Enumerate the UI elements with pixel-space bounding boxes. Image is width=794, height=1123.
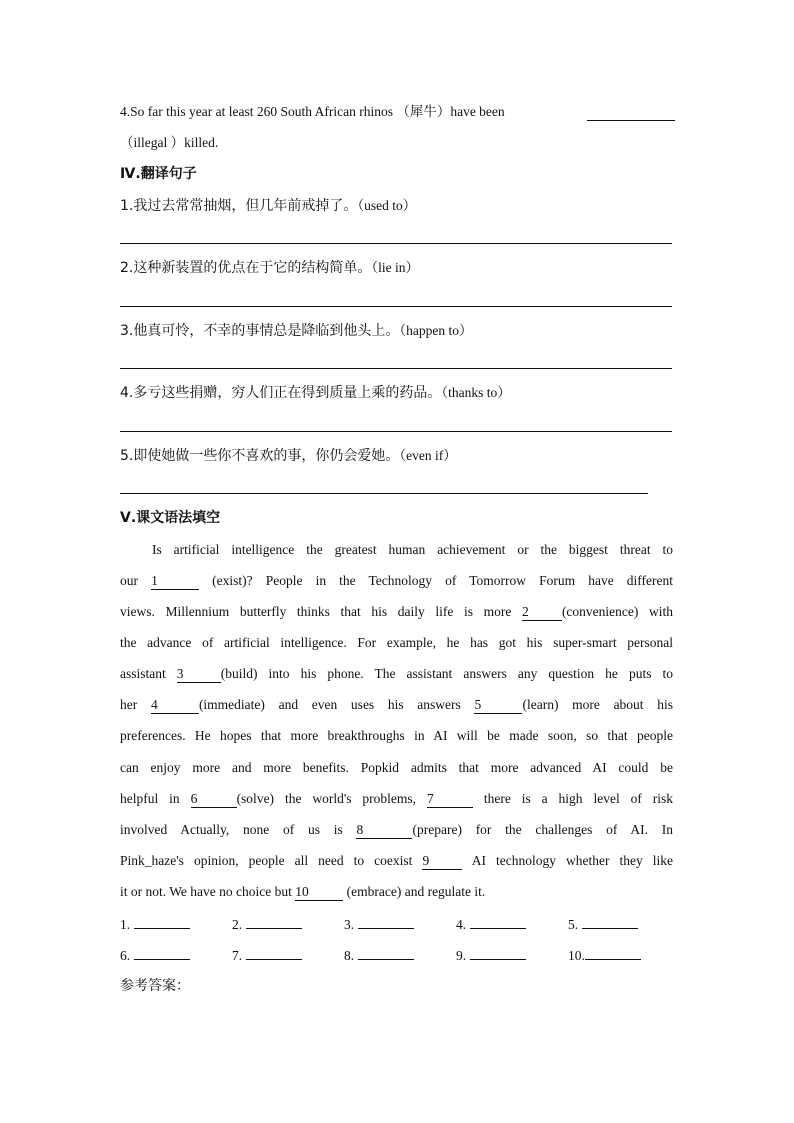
answer-line-3[interactable]: [120, 368, 672, 369]
translation-item-1: [120, 196, 416, 216]
answer-line-4[interactable]: [120, 431, 672, 432]
answer-line-5[interactable]: [120, 493, 648, 494]
translation-hint: （thanks to）: [441, 385, 511, 400]
translation-item-4: [120, 383, 511, 403]
section-iv-title: Ⅳ.翻译句子: [120, 166, 197, 182]
answer-line-1[interactable]: [120, 243, 672, 244]
answer-line-2[interactable]: [120, 306, 672, 307]
passage-line-5: assistant 3 (build) into his phone. The assistant answers any question he puts to: [120, 666, 673, 681]
translation-prompt: 3.他真可怜，不幸的事情总是降临到他头上。: [120, 323, 400, 339]
passage-blank-3[interactable]: 3: [177, 666, 221, 683]
answer-slot-2[interactable]: 2.: [232, 914, 302, 935]
fill-blank-question-4: [120, 102, 675, 122]
passage-line-6: her 4 (immediate) and even uses his answers 5 (learn) more about his: [120, 697, 673, 712]
passage-line-4: the advance of artificial intelligence. For example, he has got his super-smart personal: [120, 635, 673, 650]
reference-answers-label: 参考答案：: [120, 978, 190, 994]
passage-blank-7[interactable]: 7: [427, 791, 473, 808]
passage-blank-8[interactable]: 8: [356, 822, 412, 839]
answer-slot-3[interactable]: 3.: [344, 914, 414, 935]
passage-line-3: views. Millennium butterfly thinks that his daily life is more 2 (convenience) with: [120, 604, 673, 619]
answer-slot-4[interactable]: 4.: [456, 914, 526, 935]
answer-slot-10[interactable]: 10.: [568, 945, 641, 966]
answer-blank[interactable]: [587, 104, 675, 121]
answer-slot-9[interactable]: 9.: [456, 945, 526, 966]
passage-line-7: preferences. He hopes that more breakthroughs in AI will be made soon, so that people: [120, 728, 673, 743]
passage-blank-4[interactable]: 4: [151, 697, 199, 714]
answer-slot-6[interactable]: 6.: [120, 945, 190, 966]
translation-hint: （lie in）: [371, 260, 419, 275]
passage-blank-9[interactable]: 9: [422, 853, 462, 870]
passage-line-11: Pink_haze's opinion, people all need to coexist 9 AI technology whether they like: [120, 853, 674, 868]
question-4-hint: （illegal ）killed.: [120, 135, 219, 150]
passage-line-9: helpful in 6 (solve) the world's problems, 7 there is a high level of risk: [120, 791, 674, 806]
translation-item-3: [120, 321, 472, 341]
translation-prompt: 2.这种新装置的优点在于它的结构简单。: [120, 260, 372, 276]
passage-blank-1[interactable]: 1: [151, 573, 199, 590]
translation-prompt: 5.即使她做一些你不喜欢的事，你仍会爱她。: [120, 448, 400, 464]
translation-hint: （used to）: [357, 198, 417, 213]
passage-blank-10[interactable]: 10: [295, 884, 343, 901]
passage-blank-6[interactable]: 6: [191, 791, 237, 808]
translation-item-2: [120, 258, 419, 278]
translation-prompt: 4.多亏这些捐赠，穷人们正在得到质量上乘的药品。: [120, 385, 442, 401]
translation-prompt: 1.我过去常常抽烟，但几年前戒掉了。: [120, 198, 358, 214]
answer-slot-8[interactable]: 8.: [344, 945, 414, 966]
passage-line-8: can enjoy more and more benefits. Popkid admits that more advanced AI could be: [120, 760, 673, 775]
translation-hint: （even if）: [399, 448, 457, 463]
answer-slot-1[interactable]: 1.: [120, 914, 190, 935]
passage-line-1: Is artificial intelligence the greatest human achievement or the biggest threat to: [152, 542, 673, 557]
answer-slot-5[interactable]: 5.: [568, 914, 638, 935]
passage-line-10: involved Actually, none of us is 8 (prepare) for the challenges of AI. In: [120, 822, 674, 837]
passage-line-12: it or not. We have no choice but 10 (embrace) and regulate it.: [120, 884, 486, 899]
passage-blank-5[interactable]: 5: [474, 697, 522, 714]
section-v-title: Ⅴ.课文语法填空: [120, 510, 221, 526]
passage-line-2: our 1 (exist)? People in the Technology of Tomorrow Forum have different: [120, 573, 673, 588]
translation-item-5: [120, 446, 457, 466]
translation-hint: （happen to）: [399, 323, 473, 338]
question-text: 4.So far this year at least 260 South African rhinos （犀牛）have been: [120, 104, 505, 119]
answer-slot-7[interactable]: 7.: [232, 945, 302, 966]
passage-blank-2[interactable]: 2: [522, 604, 562, 621]
